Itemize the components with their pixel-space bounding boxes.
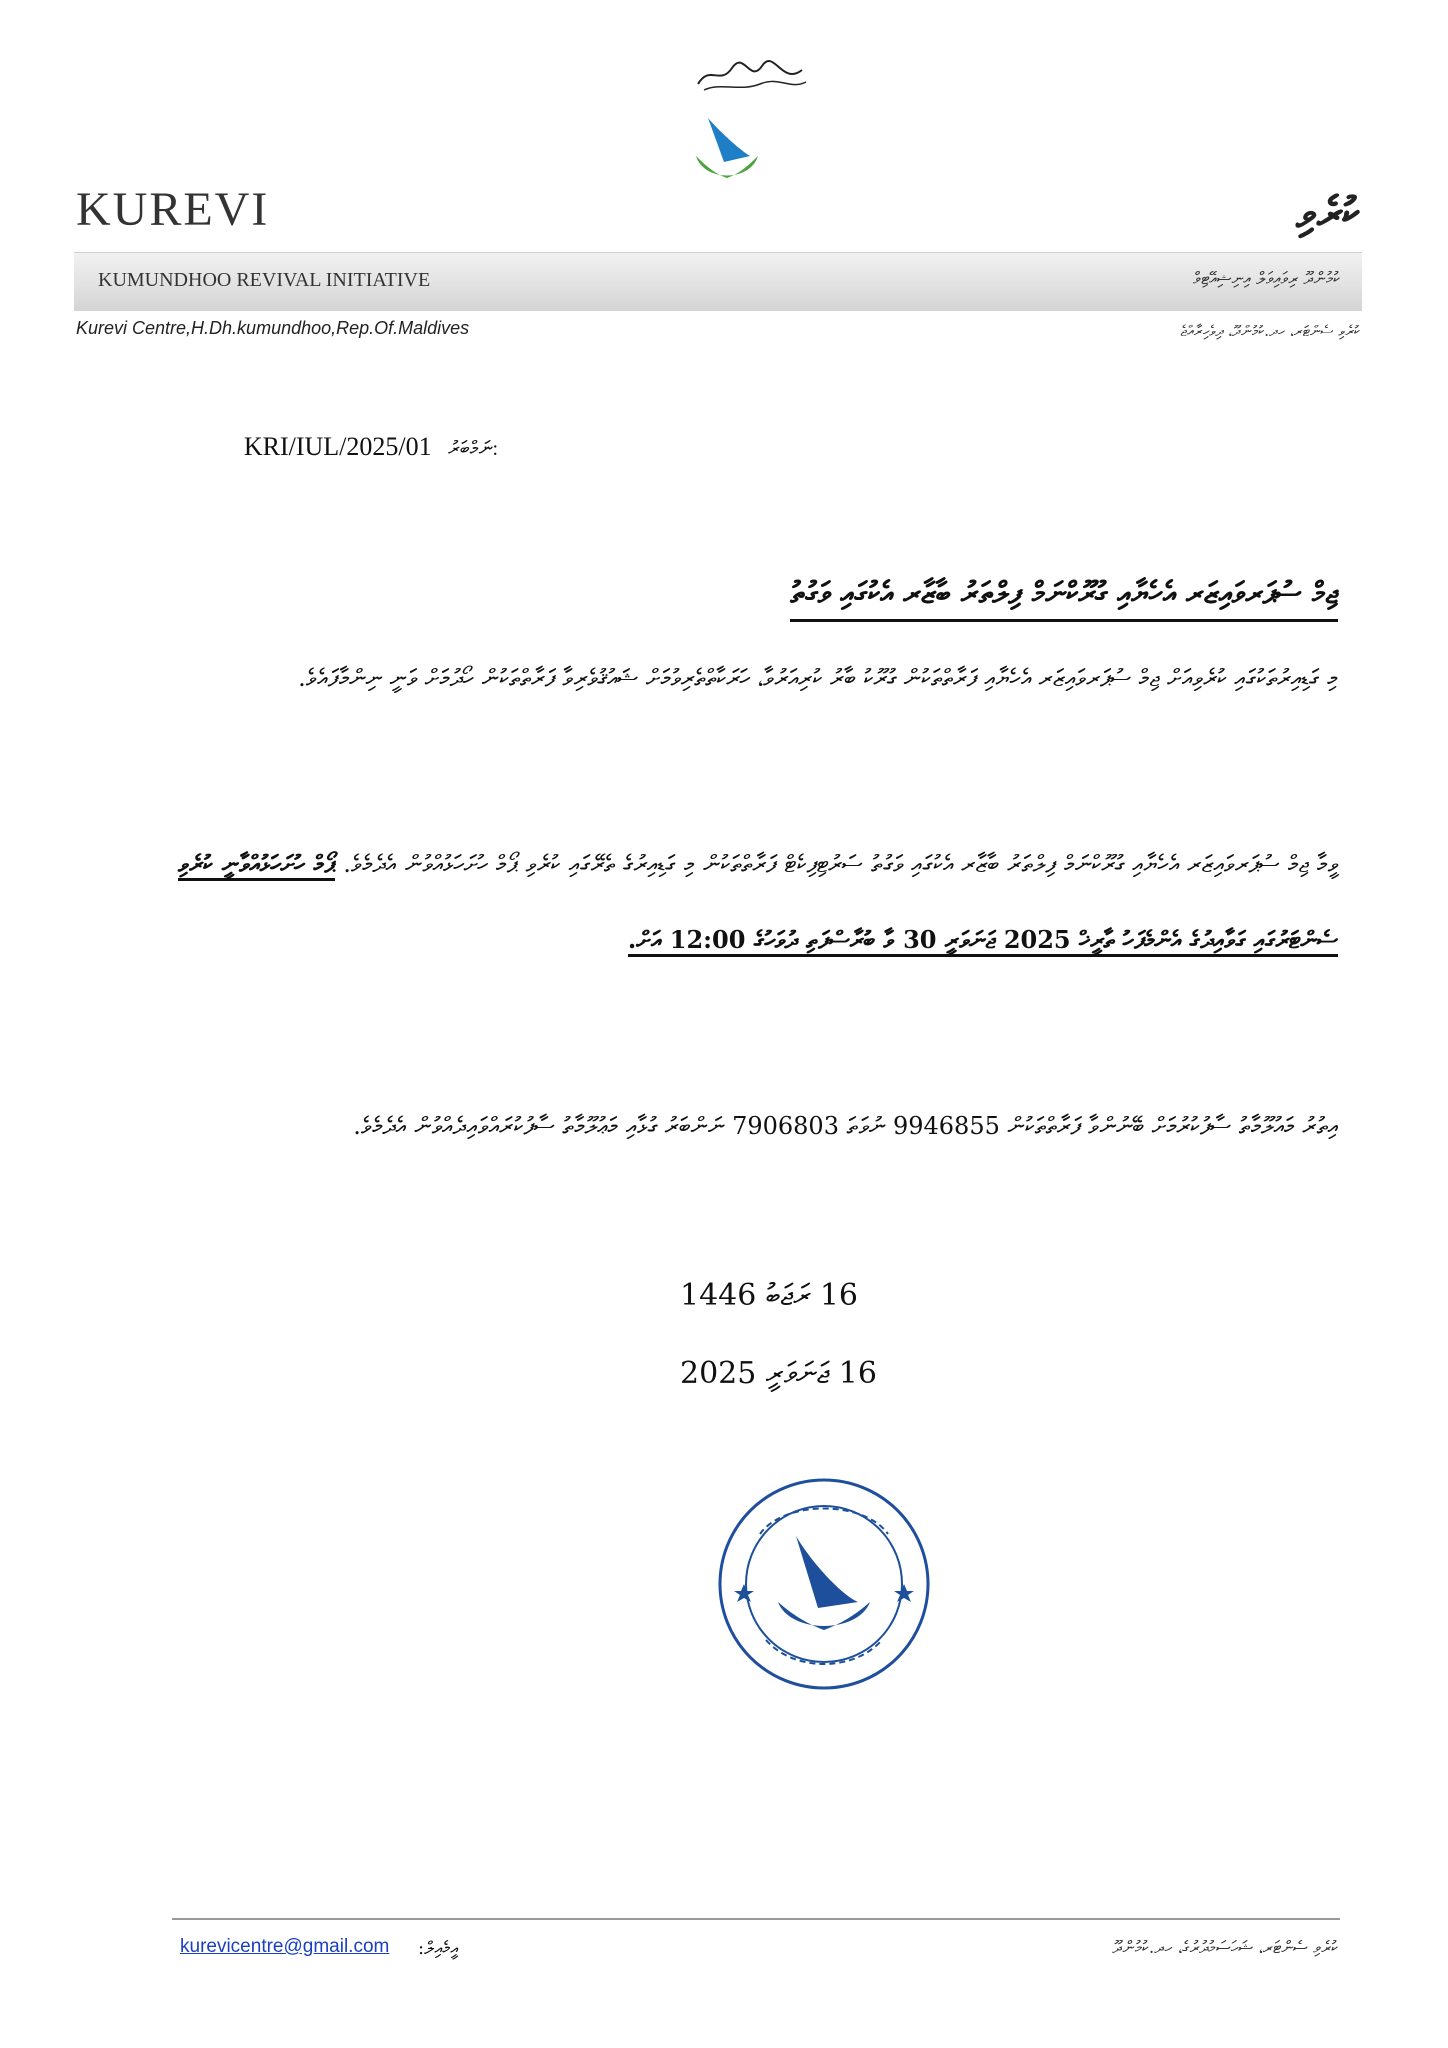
gregorian-month: ޖަނަވަރީ (765, 1356, 830, 1391)
footer-address-dhivehi: ކުރެވި ސެންޓަރ، ޝަހަސަމުދުރުގެ، ހދ.ކުމުންދޫ (1112, 1938, 1338, 1958)
phone-separator: ނުވަތަ (846, 1112, 886, 1140)
phone-number-1: 9946855 (892, 1112, 1000, 1140)
header-band (74, 252, 1362, 311)
footer-divider (172, 1918, 1340, 1920)
reference-label: ނަމްބަރު: (448, 438, 498, 460)
hijri-year: 1446 (680, 1278, 757, 1313)
seal-stamp-icon (714, 1474, 934, 1694)
brand-name-dhivehi: ކުރެވި (1296, 188, 1360, 239)
gregorian-date (680, 1356, 877, 1391)
announcement-paragraph-2 (178, 826, 1338, 978)
phone-number-2: 7906803 (732, 1112, 839, 1140)
bismillah-calligraphy (690, 56, 810, 96)
paragraph-2-text: ވީމާ ޖިމް ސުޕަރވައިޒަރ އެހެޔާއި ގުރޫކްނަމް ފިލްތަރު ބާޒާރ އެކުގައި ވަގުތު ސަރުޓިފިކެޓް ފަރާތްތަކުން މި ގަޑިއިރުގެ ތެރޭގައި ކުރެވި ޕޯމް ހުށަހަޅުއްވުން އެދެމެވެ. (343, 850, 1338, 878)
brand-name-english: KUREVI (76, 183, 270, 236)
footer-email-link[interactable]: kurevicentre@gmail.com (180, 1936, 390, 1957)
footer-email-label: އީމެއިލް: (418, 1938, 459, 1959)
announcement-paragraph-1: މި ގަޑިއިރުތަކުގައި ކުރެވިއަށް ޖިމް ސުޕަރވައިޒަރ އެހެޔާއި ފަރާތްތަކުން ގުރޫކު ބާރު ކުރިއަރުވާ، ހަރަކާތްތެރިވުމަށް ޝައުޤުވެރިވާ ފަރާތްތަކުން ހޯދުމަށް ވަނީ ނިންމާފައެވެ. (298, 664, 1338, 692)
contact-outro: ނަންބަރު ގުޅާއި މަޢުލޫމާތު ސާފުކުރައްވައިދެއްވުން އެދެމެވެ. (353, 1112, 725, 1140)
address-dhivehi: ކުރެވި ސެންޓަރ، ހދ.ކުމުންދޫ، ދިވެހިރާއްޖެ (1180, 322, 1360, 340)
contact-intro: އިތުރު މައުލޫމާތު ސާފުކުރުމަށް ބޭނުންވާ ފަރާތްތަކުން (1007, 1112, 1338, 1140)
organization-name-dhivehi: ކުމުންދޫ ރިވައިވަލް އިނިޝިއޭޓިވް (1193, 269, 1340, 289)
gregorian-year: 2025 (680, 1356, 757, 1391)
announcement-title: ޖިމް ސުޕަރވައިޒަރ އެހެޔާއި ގުރޫކްނަމް ފިލްތަރު ބާޒާރ އެކުގައި ވަގުތު (790, 576, 1338, 622)
sail-logo-icon (690, 112, 764, 190)
gregorian-day: 16 (838, 1356, 877, 1391)
submission-deadline: ޕޯމް ހުށަހަޅުއްވާނީ ކުރެވި ސެންޓަރުގައި ގަވާއިދުގެ އެންމެފަހު ތާރީޚް 2025 ޖަނަވަރީ 30 ވާ ބުރާސްފަތި ދުވަހުގެ 12:00 އަށް. (178, 849, 1338, 957)
organization-name-english: KUMUNDHOO REVIVAL INITIATIVE (98, 269, 431, 291)
announcement-paragraph-3 (178, 1088, 1338, 1164)
hijri-date (680, 1278, 858, 1313)
address-english: Kurevi Centre,H.Dh.kumundhoo,Rep.Of.Maldives (76, 318, 470, 338)
reference-number (244, 432, 498, 462)
hijri-month: ރަޖަބު (765, 1278, 811, 1313)
hijri-day: 16 (819, 1278, 859, 1313)
reference-value: KRI/IUL/2025/01 (243, 432, 432, 461)
